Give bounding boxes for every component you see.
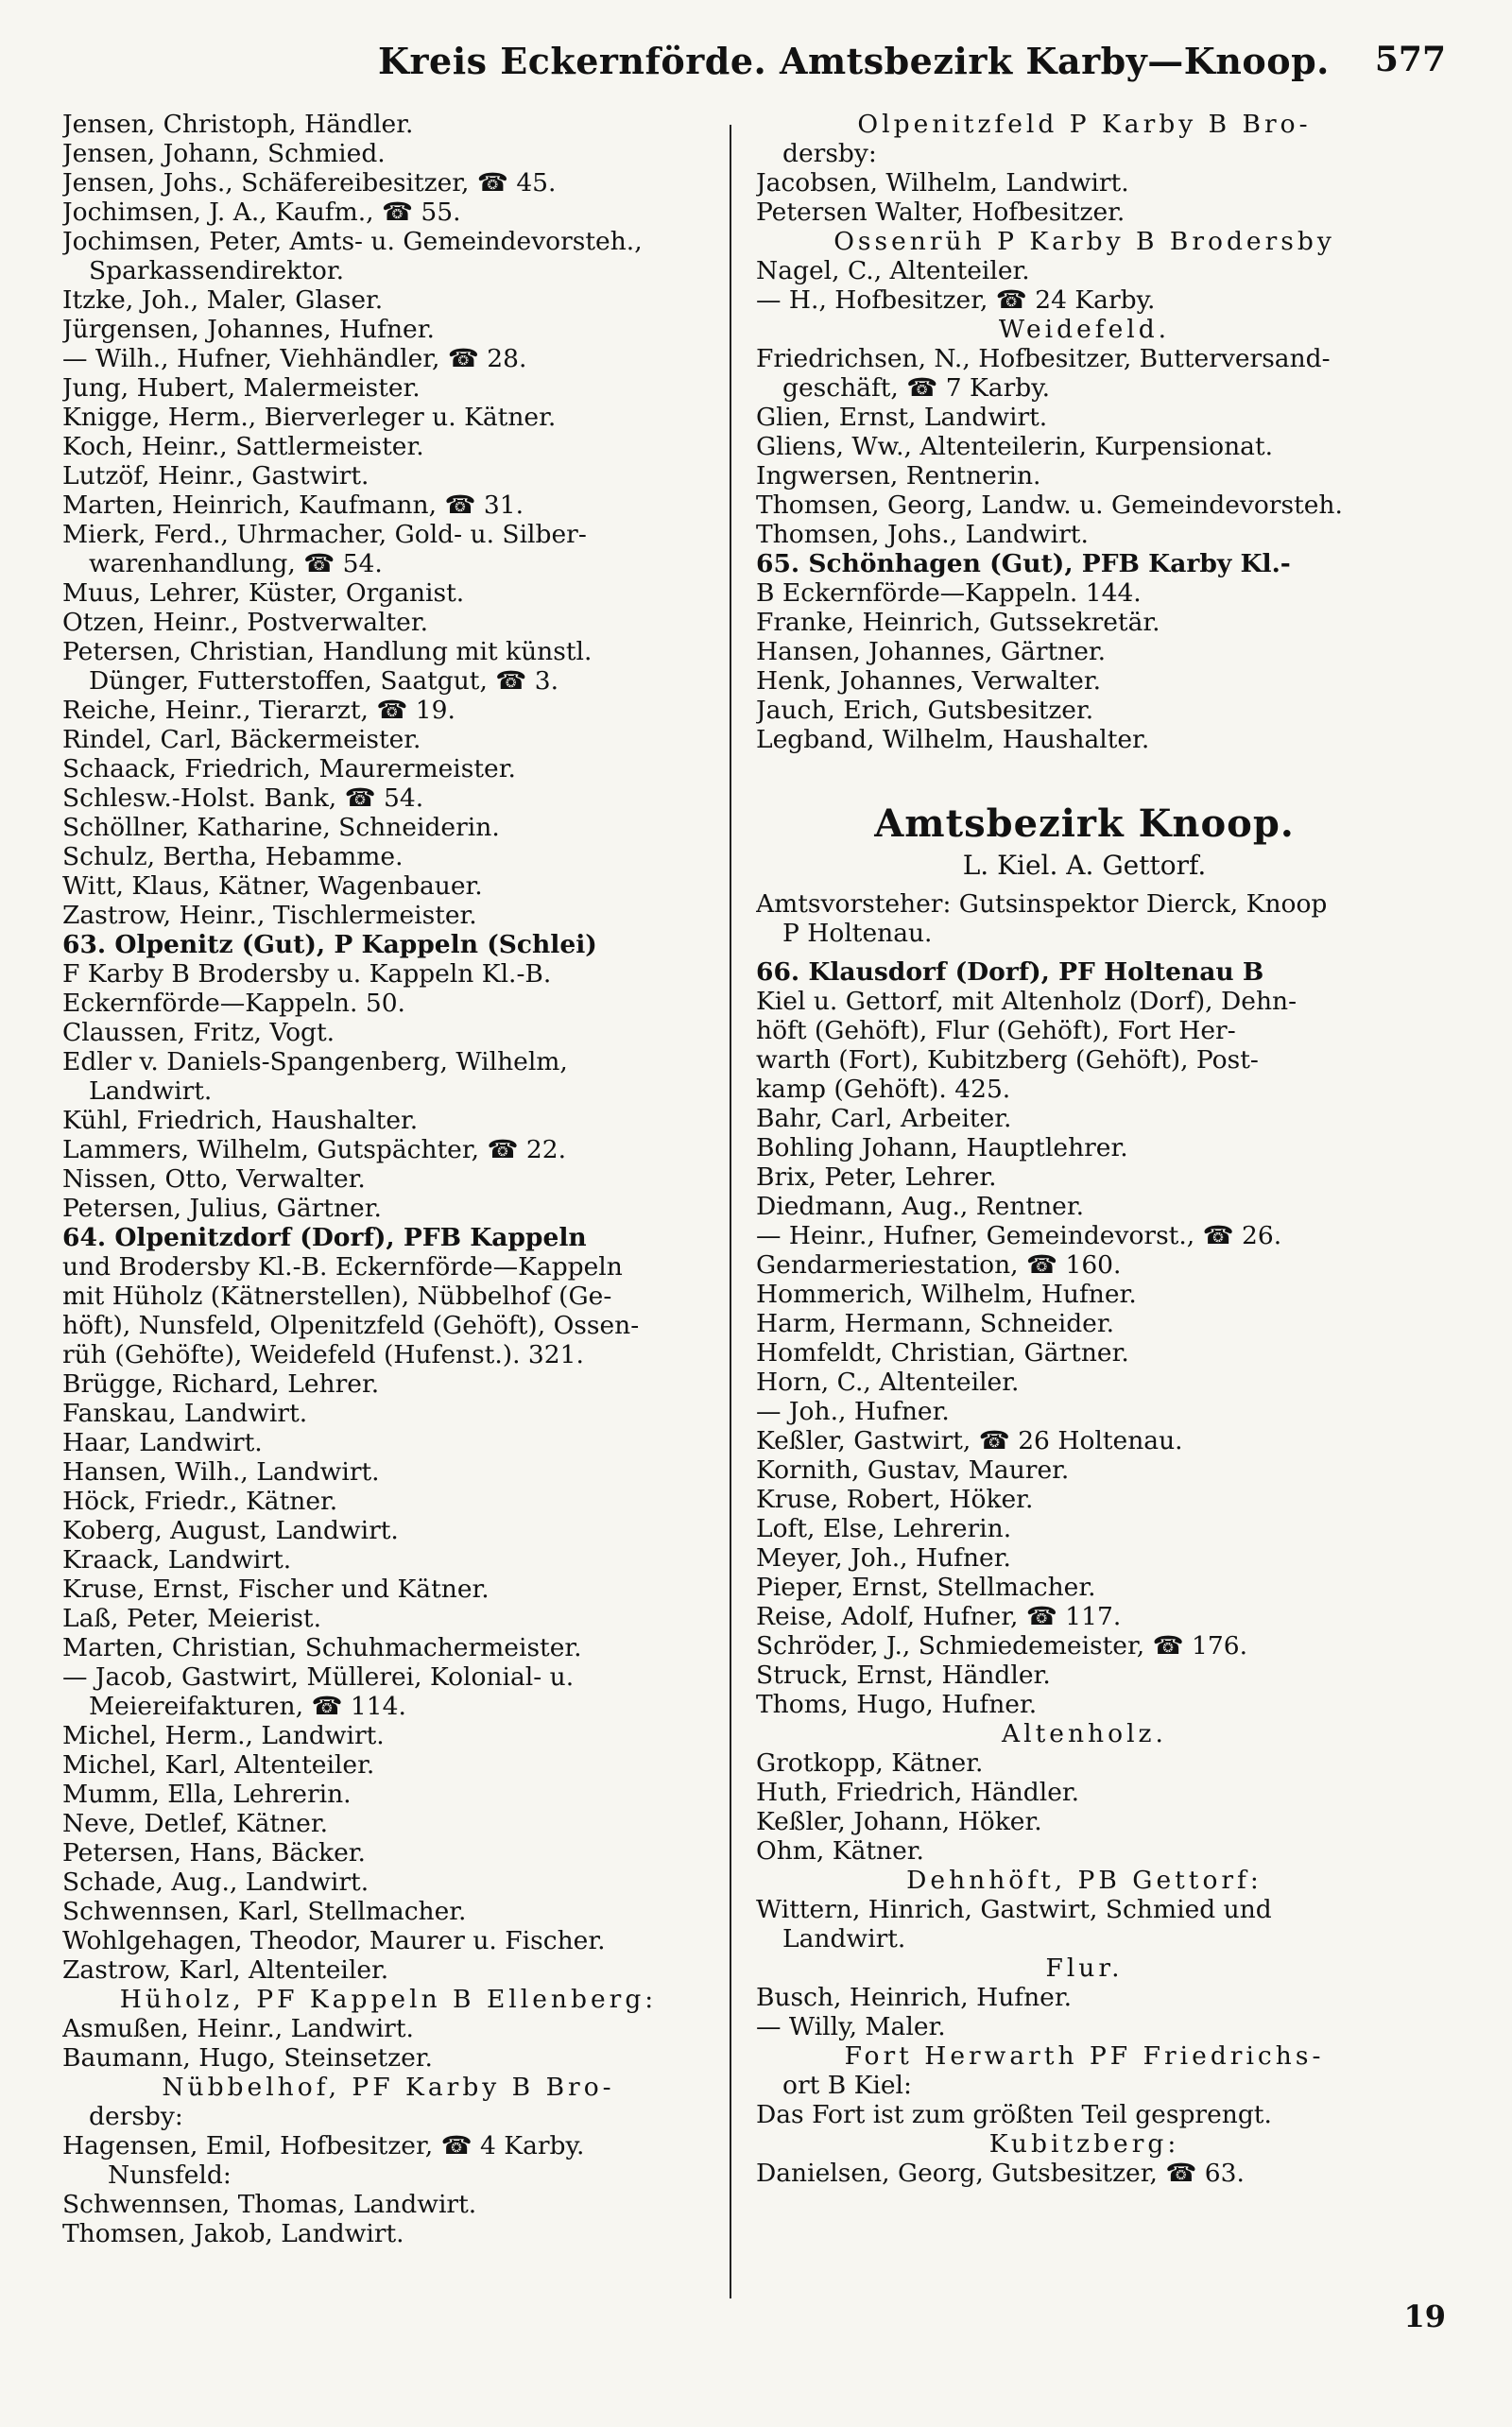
sub-locality-heading: Flur. [1045, 1954, 1124, 1983]
entry-continuation: Dünger, Futterstoffen, Saatgut, ☎ 3. [89, 666, 559, 696]
entry: Koberg, August, Landwirt. [62, 1516, 399, 1545]
entry: Reiche, Heinr., Tierarzt, ☎ 19. [62, 696, 455, 725]
entry: Rindel, Carl, Bäckermeister. [62, 725, 421, 754]
locality-details: rüh (Gehöfte), Weidefeld (Hufenst.). 321. [62, 1340, 584, 1369]
locality-details: F Karby B Brodersby u. Kappeln Kl.-B. [62, 959, 552, 989]
entry: — H., Hofbesitzer, ☎ 24 Karby. [756, 285, 1156, 315]
entry: Jensen, Johann, Schmied. [62, 139, 386, 168]
sub-locality-heading: Kubitzberg: [988, 2129, 1180, 2159]
sub-locality-heading: Altenholz. [1002, 1719, 1167, 1748]
sub-locality-heading-continuation: dersby: [782, 139, 877, 168]
sub-locality-heading: Dehnhöft, PB Gettorf: [906, 1866, 1263, 1895]
locality-heading: 64. Olpenitzdorf (Dorf), PFB Kappeln [62, 1223, 587, 1252]
entry: Neve, Detlef, Kätner. [62, 1809, 328, 1838]
entry: Huth, Friedrich, Händler. [756, 1778, 1080, 1807]
entry: Itzke, Joh., Maler, Glaser. [62, 285, 384, 315]
column-divider [730, 125, 731, 2298]
entry: Michel, Herm., Landwirt. [62, 1721, 385, 1750]
entry: Gliens, Ww., Altenteilerin, Kurpensionat. [756, 432, 1274, 461]
entry: Asmußen, Heinr., Landwirt. [62, 2014, 414, 2043]
entry: Kühl, Friedrich, Haushalter. [62, 1106, 419, 1135]
entry: — Willy, Maler. [756, 2012, 946, 2041]
entry: Wittern, Hinrich, Gastwirt, Schmied und [756, 1895, 1272, 1924]
entry: Otzen, Heinr., Postverwalter. [62, 608, 429, 637]
entry: — Wilh., Hufner, Viehhändler, ☎ 28. [62, 344, 527, 373]
sub-locality-heading-continuation: ort B Kiel: [782, 2071, 912, 2100]
page-header [57, 40, 1446, 96]
entry: Hansen, Wilh., Landwirt. [62, 1457, 380, 1487]
entry: Mierk, Ferd., Uhrmacher, Gold- u. Silber- [62, 520, 587, 549]
entry: Schaack, Friedrich, Maurermeister. [62, 754, 516, 783]
entry: Jung, Hubert, Malermeister. [62, 373, 421, 403]
entry: Zastrow, Karl, Altenteiler. [62, 1955, 389, 1985]
entry: Kruse, Ernst, Fischer und Kätner. [62, 1575, 490, 1604]
entry: Das Fort ist zum größten Teil gesprengt. [756, 2100, 1272, 2129]
entry-continuation: Landwirt. [782, 1924, 906, 1954]
entry: Lutzöf, Heinr., Gastwirt. [62, 461, 369, 491]
entry: Hansen, Johannes, Gärtner. [756, 637, 1107, 666]
entry: Kraack, Landwirt. [62, 1545, 292, 1575]
entry: Meyer, Joh., Hufner. [756, 1543, 1011, 1573]
entry: Schulz, Bertha, Hebamme. [62, 842, 404, 871]
locality-details: kamp (Gehöft). 425. [756, 1075, 1011, 1104]
entry: Glien, Ernst, Landwirt. [756, 403, 1048, 432]
entry-continuation: Meiereifakturen, ☎ 114. [89, 1692, 406, 1721]
entry: Gendarmeriestation, ☎ 160. [756, 1250, 1122, 1280]
entry: Loft, Else, Lehrerin. [756, 1514, 1012, 1543]
locality-details: warth (Fort), Kubitzberg (Gehöft), Post- [756, 1045, 1259, 1075]
entry: Schwennsen, Thomas, Landwirt. [62, 2190, 477, 2219]
locality-heading: 63. Olpenitz (Gut), P Kappeln (Schlei) [62, 930, 597, 959]
entry: Hagensen, Emil, Hofbesitzer, ☎ 4 Karby. [62, 2131, 585, 2160]
entry: Jensen, Johs., Schäfereibesitzer, ☎ 45. [62, 168, 557, 198]
locality-details: Eckernförde—Kappeln. 50. [62, 989, 405, 1018]
entry: Jochimsen, J. A., Kaufm., ☎ 55. [62, 198, 461, 227]
entry: Brügge, Richard, Lehrer. [62, 1369, 380, 1399]
page-number: 577 [1374, 40, 1446, 79]
entry: Petersen, Julius, Gärtner. [62, 1194, 382, 1223]
entry: Haar, Landwirt. [62, 1428, 263, 1457]
entry: — Jacob, Gastwirt, Müllerei, Kolonial- u. [62, 1662, 575, 1692]
entry: Thomsen, Georg, Landw. u. Gemeindevorsteh. [756, 491, 1343, 520]
entry: Legband, Wilhelm, Haushalter. [756, 725, 1150, 754]
entry: Koch, Heinr., Sattlermeister. [62, 432, 424, 461]
running-title: Kreis Eckernförde. Amtsbezirk Karby—Knoop. [378, 40, 1330, 82]
entry: Kruse, Robert, Höker. [756, 1485, 1034, 1514]
entry: Thoms, Hugo, Hufner. [756, 1690, 1038, 1719]
entry: Claussen, Fritz, Vogt. [62, 1018, 335, 1047]
entry: Wohlgehagen, Theodor, Maurer u. Fischer. [62, 1926, 606, 1955]
entry: Schwennsen, Karl, Stellmacher. [62, 1897, 467, 1926]
locality-details: höft (Gehöft), Flur (Gehöft), Fort Her- [756, 1016, 1236, 1045]
locality-details: B Eckernförde—Kappeln. 144. [756, 578, 1142, 608]
entry: Keßler, Johann, Höker. [756, 1807, 1042, 1836]
left-column [62, 110, 714, 2248]
entry: Diedmann, Aug., Rentner. [756, 1192, 1084, 1221]
entry: Hommerich, Wilhelm, Hufner. [756, 1280, 1137, 1309]
entry: Reise, Adolf, Hufner, ☎ 117. [756, 1602, 1122, 1631]
entry: Ohm, Kätner. [756, 1836, 924, 1866]
entry: Marten, Christian, Schuhmachermeister. [62, 1633, 582, 1662]
sub-locality-heading: Hüholz, PF Kappeln B Ellenberg: [119, 1985, 658, 2014]
district-heading: Amtsbezirk Knoop. [874, 801, 1295, 846]
entry: Henk, Johannes, Verwalter. [756, 666, 1101, 696]
entry: Busch, Heinrich, Hufner. [756, 1983, 1073, 2012]
entry: Kornith, Gustav, Maurer. [756, 1455, 1070, 1485]
sub-locality-heading-continuation: dersby: [89, 2102, 183, 2131]
entry: Höck, Friedr., Kätner. [62, 1487, 338, 1516]
entry: Brix, Peter, Lehrer. [756, 1162, 997, 1192]
entry: Horn, C., Altenteiler. [756, 1368, 1020, 1397]
locality-heading: 66. Klausdorf (Dorf), PF Holtenau B [756, 957, 1264, 987]
entry: Danielsen, Georg, Gutsbesitzer, ☎ 63. [756, 2159, 1245, 2188]
entry: — Heinr., Hufner, Gemeindevorst., ☎ 26. [756, 1221, 1282, 1250]
entry: Franke, Heinrich, Gutssekretär. [756, 608, 1160, 637]
sub-locality-heading: Fort Herwarth PF Friedrichs- [844, 2041, 1325, 2071]
district-subheading: L. Kiel. A. Gettorf. [962, 850, 1207, 881]
locality-details: mit Hüholz (Kätnerstellen), Nübbelhof (Ge- [62, 1282, 612, 1311]
entry: Thomsen, Johs., Landwirt. [756, 520, 1089, 549]
locality-details: und Brodersby Kl.-B. Eckernförde—Kappeln [62, 1252, 623, 1282]
entry: Grotkopp, Kätner. [756, 1748, 984, 1778]
sub-locality-heading: Olpenitzfeld P Karby B Bro- [857, 110, 1312, 139]
entry: Fanskau, Landwirt. [62, 1399, 308, 1428]
entry: Edler v. Daniels-Spangenberg, Wilhelm, [62, 1047, 568, 1076]
sub-locality-heading: Ossenrüh P Karby B Brodersby [833, 227, 1335, 256]
entry: Keßler, Gastwirt, ☎ 26 Holtenau. [756, 1426, 1183, 1455]
entry: Bohling Johann, Hauptlehrer. [756, 1133, 1128, 1162]
entry: Muus, Lehrer, Küster, Organist. [62, 578, 465, 608]
entry: Nissen, Otto, Verwalter. [62, 1164, 366, 1194]
locality-details: Kiel u. Gettorf, mit Altenholz (Dorf), Dehn- [756, 987, 1297, 1016]
entry: Laß, Peter, Meierist. [62, 1604, 321, 1633]
sub-locality-heading: Nübbelhof, PF Karby B Bro- [162, 2073, 615, 2102]
entry: Jauch, Erich, Gutsbesitzer. [756, 696, 1094, 725]
entry: Michel, Karl, Altenteiler. [62, 1750, 375, 1780]
entry: Knigge, Herm., Bierverleger u. Kätner. [62, 403, 557, 432]
entry: Ingwersen, Rentnerin. [756, 461, 1041, 491]
entry: Jensen, Christoph, Händler. [62, 110, 414, 139]
entry: Thomsen, Jakob, Landwirt. [62, 2219, 404, 2248]
entry-continuation: geschäft, ☎ 7 Karby. [782, 373, 1051, 403]
right-column [756, 110, 1413, 2188]
entry: Petersen Walter, Hofbesitzer. [756, 198, 1125, 227]
district-head: Amtsvorsteher: Gutsinspektor Dierck, Knoop [756, 889, 1328, 919]
entry: Petersen, Hans, Bäcker. [62, 1838, 366, 1868]
entry: Baumann, Hugo, Steinsetzer. [62, 2043, 433, 2073]
sub-locality-heading: Nunsfeld: [108, 2160, 232, 2190]
entry: Schröder, J., Schmiedemeister, ☎ 176. [756, 1631, 1248, 1661]
entry-continuation: Landwirt. [89, 1076, 213, 1106]
entry: Bahr, Carl, Arbeiter. [756, 1104, 1012, 1133]
entry: Pieper, Ernst, Stellmacher. [756, 1573, 1096, 1602]
sheet-signature: 19 [1403, 2298, 1446, 2334]
entry-continuation: Sparkassendirektor. [89, 256, 345, 285]
locality-details: höft), Nunsfeld, Olpenitzfeld (Gehöft), Ossen- [62, 1311, 640, 1340]
entry: Zastrow, Heinr., Tischlermeister. [62, 901, 477, 930]
district-head-continuation: P Holtenau. [782, 919, 933, 948]
sub-locality-heading: Weidefeld. [998, 315, 1171, 344]
entry: Schade, Aug., Landwirt. [62, 1868, 369, 1897]
entry: Marten, Heinrich, Kaufmann, ☎ 31. [62, 491, 524, 520]
entry: Homfeldt, Christian, Gärtner. [756, 1338, 1129, 1368]
entry: Lammers, Wilhelm, Gutspächter, ☎ 22. [62, 1135, 567, 1164]
entry: Friedrichsen, N., Hofbesitzer, Butterversand- [756, 344, 1331, 373]
entry: Jochimsen, Peter, Amts- u. Gemeindevorsteh., [62, 227, 643, 256]
entry: Nagel, C., Altenteiler. [756, 256, 1030, 285]
entry-continuation: warenhandlung, ☎ 54. [89, 549, 383, 578]
entry: Schöllner, Katharine, Schneiderin. [62, 813, 500, 842]
entry: Mumm, Ella, Lehrerin. [62, 1780, 352, 1809]
entry: Jürgensen, Johannes, Hufner. [62, 315, 435, 344]
entry: — Joh., Hufner. [756, 1397, 950, 1426]
entry: Schlesw.-Holst. Bank, ☎ 54. [62, 783, 424, 813]
locality-heading: 65. Schönhagen (Gut), PFB Karby Kl.- [756, 549, 1291, 578]
entry: Jacobsen, Wilhelm, Landwirt. [756, 168, 1129, 198]
entry: Struck, Ernst, Händler. [756, 1661, 1051, 1690]
entry: Petersen, Christian, Handlung mit künstl. [62, 637, 593, 666]
entry: Witt, Klaus, Kätner, Wagenbauer. [62, 871, 483, 901]
entry: Harm, Hermann, Schneider. [756, 1309, 1115, 1338]
